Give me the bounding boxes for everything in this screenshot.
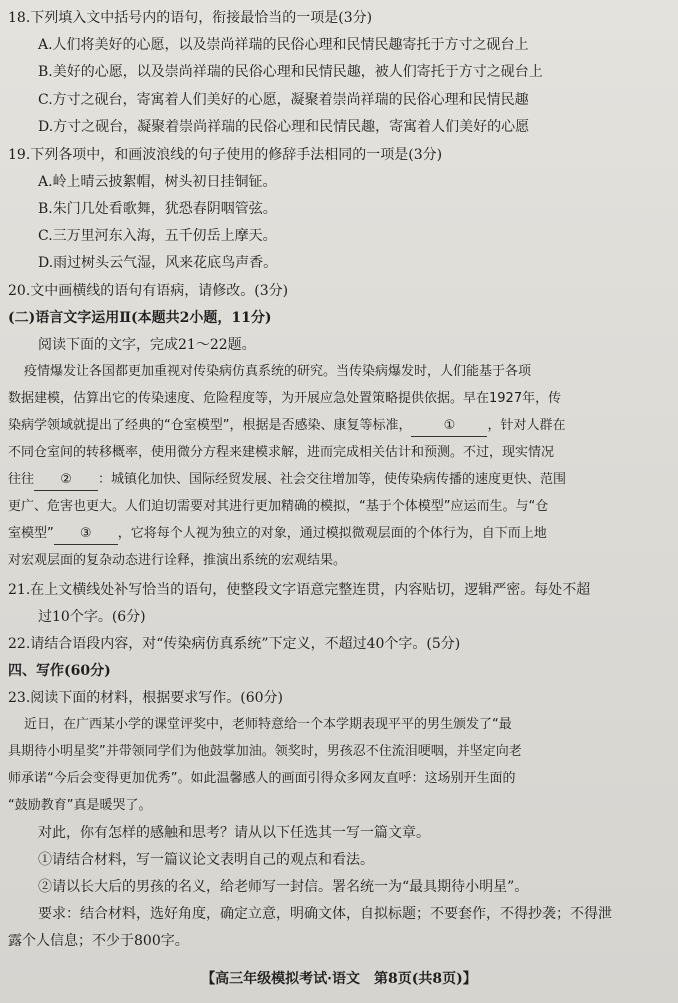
- passage-line: 室模型” ③ ，它将每个人视为独立的对象，通过模拟微观层面的个体行为，自下而上地: [8, 524, 547, 545]
- blank-1: ①: [411, 416, 487, 437]
- question-23: 23.阅读下面的材料，根据要求写作。(60分): [8, 690, 284, 706]
- passage-line: 不同仓室间的转移概率，使用微分方程来建模求解，进而完成相关估计和预测。不过，现实情况: [8, 445, 555, 460]
- option-d: D.雨过树头云气湿，风来花底鸟声香。: [38, 255, 278, 271]
- question-21-cont: 过10个字。(6分): [38, 609, 146, 625]
- section-heading: (二)语言文字运用Ⅱ(本题共2小题，11分): [8, 310, 272, 326]
- option-b: B.美好的心愿，以及崇尚祥瑞的民俗心理和民情民趣，被人们寄托于方寸之砚台上: [38, 64, 543, 80]
- reading-instruction: 阅读下面的文字，完成21～22题。: [38, 337, 256, 353]
- question-18: 18.下列填入文中括号内的语句，衔接最恰当的一项是(3分): [8, 10, 373, 26]
- question-20: 20.文中画横线的语句有语病，请修改。(3分): [8, 283, 289, 299]
- prompt-option-2: ②请以长大后的男孩的名义，给老师写一封信。署名统一为“最具期待小明星”。: [38, 879, 529, 895]
- material-line: 师承诺“今后会变得更加优秀”。如此温馨感人的画面引得众多网友直呼：这场别开生面的: [8, 771, 516, 786]
- material-line: 具期待小明星奖”并带领同学们为他鼓掌加油。领奖时，男孩忍不住流泪哽咽，并坚定向老: [8, 744, 522, 759]
- passage-line: 疫情爆发让各国都更加重视对传染病仿真系统的研究。当传染病爆发时，人们能基于各项: [24, 364, 532, 379]
- question-19: 19.下列各项中，和画波浪线的句子使用的修辞手法相同的一项是(3分): [8, 147, 443, 163]
- section-heading: 四、写作(60分): [8, 663, 111, 679]
- passage-line: 对宏观层面的复杂动态进行诠释，推演出系统的宏观结果。: [8, 553, 347, 568]
- passage-line: 染病学领域就提出了经典的“仓室模型”，根据是否感染、康复等标准， ① ，针对人群在: [8, 416, 566, 437]
- blank-3: ③: [54, 524, 118, 545]
- prompt-line: 对此，你有怎样的感触和思考？请从以下任选其一写一篇文章。: [38, 825, 430, 841]
- question-22: 22.请结合语段内容，对“传染病仿真系统”下定义，不超过40个字。(5分): [8, 636, 461, 652]
- blank-2: ②: [34, 470, 98, 491]
- option-c: C.方寸之砚台，寄寓着人们美好的心愿，凝聚着崇尚祥瑞的民俗心理和民情民趣: [38, 92, 529, 108]
- material-line: “鼓励教育”真是暖哭了。: [8, 798, 152, 813]
- option-d: D.方寸之砚台，凝聚着崇尚祥瑞的民俗心理和民情民趣，寄寓着人们美好的心愿: [38, 119, 530, 135]
- prompt-option-1: ①请结合材料，写一篇议论文表明自己的观点和看法。: [38, 852, 374, 868]
- material-line: 近日，在广西某小学的课堂评奖中，老师特意给一个本学期表现平平的男生颁发了“最: [24, 717, 512, 732]
- passage-line: 更广、危害也更大。人们迫切需要对其进行更加精确的模拟，“基于个体模型”应运而生。与“仓: [8, 499, 549, 514]
- option-b: B.朱门几处看歌舞，犹恐春阴咽管弦。: [38, 201, 277, 217]
- bleed-through-text: [560, 125, 572, 142]
- option-a: A.人们将美好的心愿，以及崇尚祥瑞的民俗心理和民情民趣寄托于方寸之砚台上: [38, 37, 529, 53]
- option-a: A.岭上晴云披絮帽，树头初日挂铜钲。: [38, 174, 277, 190]
- requirements-cont: 露个人信息；不少于800字。: [8, 933, 189, 949]
- question-21: 21.在上文横线处补写恰当的语句，使整段文字语意完整连贯，内容贴切，逻辑严密。每处不超: [8, 582, 591, 598]
- passage-line: 往往 ② ：城镇化加快、国际经贸发展、社会交往增加等，使传染病传播的速度更快、范围: [8, 470, 566, 491]
- page-footer: 【高三年级模拟考试·语文 第8页(共8页)】: [201, 971, 477, 987]
- passage-line: 数据建模，估算出它的传染速度、危险程度等，为开展应急处置策略提供依据。早在1927年，传: [8, 391, 562, 406]
- requirements: 要求：结合材料，选好角度，确定立意，明确文体，自拟标题；不要套作，不得抄袭；不得泄: [38, 906, 612, 922]
- option-c: C.三万里河东入海，五千仞岳上摩天。: [38, 228, 277, 244]
